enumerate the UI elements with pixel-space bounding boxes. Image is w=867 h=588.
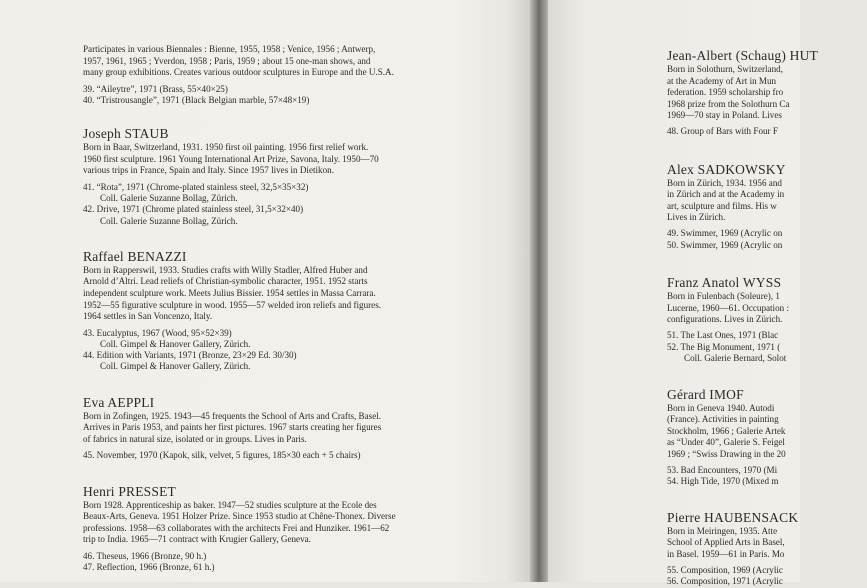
bio-line: many group exhibitions. Creates various outdoor sculptures in Europe and the U.S.A.	[83, 67, 394, 78]
artist-entry-hut	[667, 48, 867, 138]
work-item: 53. Bad Encounters, 1970 (Mi	[667, 464, 778, 475]
bio-line: professions. 1958—63 collaborates with the architects Frei and Hunziker. 1961—62	[83, 522, 390, 533]
work-item: 43. Eucalyptus, 1967 (Wood, 95×52×39)	[83, 327, 232, 338]
work-list	[83, 182, 523, 227]
bio-line: of fabrics in natural size, isolated or in groups. Lives in Paris.	[83, 433, 307, 444]
work-collection: Coll. Gimpel & Hanover Gallery, Zürich.	[100, 361, 251, 372]
bio-line: configurations. Lives in Zürich.	[667, 314, 783, 325]
bio-line: 1960 first sculpture. 1961 Young International Art Prize, Savona, Italy. 1950—70	[83, 153, 379, 164]
work-item: 54. High Tide, 1970 (Mixed m	[667, 476, 779, 487]
bio-line: (France). Activities in painting	[667, 414, 779, 425]
left-column	[83, 44, 523, 573]
bio-line: federation. 1959 scholarship fro	[667, 87, 784, 98]
work-item: 45. November, 1970 (Kapok, silk, velvet, 5 figures, 185×30 each + 5 chairs)	[83, 450, 361, 461]
bio-line: in Basel. 1959—61 in Paris. Mo	[667, 549, 785, 560]
bio-line: Born in Solothurn, Switzerland,	[667, 64, 783, 74]
work-item: 51. The Last Ones, 1971 (Blac	[667, 329, 779, 340]
work-collection: Coll. Gimpel & Hanover Gallery, Zürich.	[100, 338, 251, 349]
work-item: 49. Swimmer, 1969 (Acrylic on	[667, 227, 783, 238]
right-column	[667, 48, 867, 588]
artist-entry-presset	[83, 484, 523, 574]
bio-line: 1964 settles in San Voncenzo, Italy.	[83, 311, 213, 322]
bio-line: 1969—70 stay in Poland. Lives	[667, 110, 782, 121]
artist-entry-staub	[83, 126, 523, 227]
bio-line: Lives in Zürich.	[667, 212, 726, 223]
bio-line: Born in Baar, Switzerland, 1931. 1950 first oil painting. 1956 first relief work.	[83, 142, 369, 153]
work-item: 48. Group of Bars with Four F	[667, 125, 778, 136]
bio-line: 1969 ; “Swiss Drawing in the 20	[667, 449, 786, 460]
bio-line: Born in Fulenbach (Soleure), 1	[667, 291, 780, 302]
bio-line: School of Applied Arts in Basel,	[667, 537, 785, 548]
artist-entry-sadkowsky	[667, 162, 867, 252]
bio-line: 1968 prize from the Solothurn Ca	[667, 98, 790, 109]
work-list	[83, 84, 523, 106]
work-collection: Coll. Galerie Suzanne Bollag, Zürich.	[100, 215, 238, 226]
bio-line: Born in Zürich, 1934. 1956 and	[667, 177, 782, 188]
bio-line: Born in Rapperswil, 1933. Studies crafts with Willy Stadler, Alfred Huber and	[83, 264, 368, 275]
right-page-clip	[548, 0, 818, 587]
bio-line: various trips in France, Spain and Italy. Since 1957 lives in Dietikon.	[83, 165, 334, 176]
work-collection: Coll. Galerie Bernard, Solot	[684, 353, 787, 364]
artist-entry-benazzi	[83, 249, 523, 373]
bio-line: Arnold d’Altri. Lead reliefs of Christian-symbolic character, 1951. 1952 starts	[83, 276, 368, 287]
artist-entry-haubensack	[667, 510, 867, 588]
bio-line: 1952—55 figurative sculpture in wood. 1955—57 welded iron reliefs and figures.	[83, 299, 382, 310]
work-item: 46. Theseus, 1966 (Bronze, 90 h.)	[83, 550, 207, 561]
work-item: 55. Composition, 1969 (Acrylic	[667, 564, 783, 575]
artist-name: Franz Anatol WYSS	[667, 275, 782, 291]
work-item: 41. “Rota”, 1971 (Chrome-plated stainless steel, 32,5×35×32)	[83, 181, 309, 192]
bio-line: as “Under 40”, Galerie S. Feigel	[667, 437, 785, 448]
work-list	[83, 551, 523, 573]
bio-line: at the Academy of Art in Mun	[667, 75, 777, 86]
artist-name: Alex SADKOWSKY	[667, 161, 786, 177]
bio-line: Participates in various Biennales : Bienne, 1955, 1958 ; Venice, 1956 ; Antwerp,	[83, 44, 376, 54]
artist-name: Eva AEPPLI	[83, 394, 155, 410]
artist-entry-aeppli	[83, 395, 523, 462]
bio-line: Stockholm, 1966 ; Galerie Artek	[667, 425, 786, 436]
bio-line: in Zürich and at the Academy in	[667, 189, 785, 200]
artist-name: Pierre HAUBENSACK	[667, 509, 799, 525]
artist-name: Henri PRESSET	[83, 483, 176, 499]
work-list	[83, 450, 523, 461]
work-item: 44. Edition with Variants, 1971 (Bronze, 23×29 Ed. 30/30)	[83, 350, 297, 361]
work-item: 56. Composition, 1971 (Acrylic	[667, 576, 783, 587]
bio-line: Arrives in Paris 1953, and paints her first pictures. 1967 starts creating her figures	[83, 422, 382, 433]
bio-line: independent sculpture work. Meets Julius Bissier. 1954 settles in Massa Carrara.	[83, 287, 376, 298]
work-item: 42. Drive, 1971 (Chrome plated stainless steel, 31,5×32×40)	[83, 204, 304, 215]
intro-block	[83, 44, 523, 106]
bio-line: trip to India. 1965—71 contract with Krugier Gallery, Geneva.	[83, 534, 311, 545]
bio-line: 1957, 1961, 1965 ; Yverdon, 1958 ; Paris, 1959 ; about 15 one-man shows, and	[83, 55, 371, 66]
artist-entry-imof	[667, 387, 867, 488]
bio-line: Born in Zofingen, 1925. 1943—45 frequents the School of Arts and Crafts, Basel.	[83, 410, 382, 421]
artist-entry-wyss	[667, 275, 867, 365]
work-item: 40. “Tristrousangle”, 1971 (Black Belgian marble, 57×48×19)	[83, 94, 310, 105]
bio-line: Lucerne, 1960—61. Occupation :	[667, 302, 789, 313]
bio-line: Beaux-Arts, Geneva. 1951 Holzer Prize. Since 1953 studio at Chêne-Thonex. Diverse	[83, 511, 396, 522]
work-item: 52. The Big Monument, 1971 (	[667, 341, 781, 352]
work-item: 39. “Aileytre”, 1971 (Brass, 55×40×25)	[83, 83, 228, 94]
work-collection: Coll. Galerie Suzanne Bollag, Zürich.	[100, 193, 238, 204]
artist-name: Gérard IMOF	[667, 386, 744, 402]
bio-line: Born in Meiringen, 1935. Atte	[667, 525, 778, 536]
work-list	[83, 328, 523, 373]
bio-line: Born 1928. Apprenticeship as baker. 1947—52 studies sculpture at the Ecole des	[83, 499, 377, 510]
work-item: 50. Swimmer, 1969 (Acrylic on	[667, 239, 783, 250]
bio-line: Born in Geneva 1940. Autodi	[667, 402, 775, 413]
artist-name: Jean-Albert (Schaug) HUT	[667, 48, 818, 63]
artist-name: Raffael BENAZZI	[83, 248, 187, 264]
artist-name: Joseph STAUB	[83, 126, 169, 142]
work-item: 47. Reflection, 1966 (Bronze, 61 h.)	[83, 562, 215, 573]
bio-line: art, sculpture and films. His w	[667, 200, 777, 211]
